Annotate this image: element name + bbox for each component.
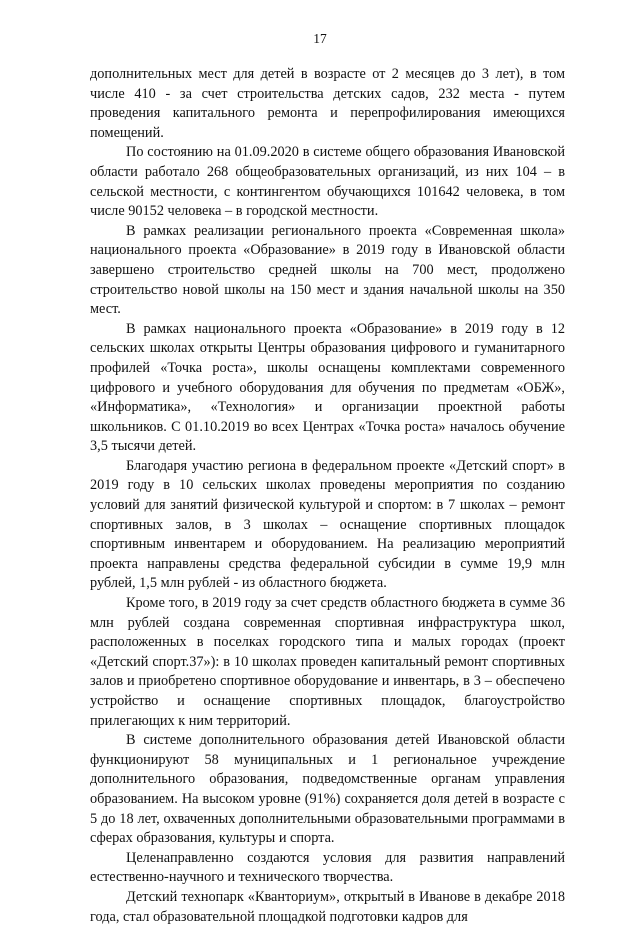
document-body: [90, 65, 565, 927]
paragraph-science-creativity: Целенаправленно создаются условия для развития направлений естественно-научного и технического творчества.: [90, 849, 565, 886]
paragraph-modern-school: В рамках реализации регионального проекта «Современная школа» национального проекта «Образование» в 2019 году в Ивановской области завершено строительство средней школы на 700 мест, продолжено строительство новой школы на 150 мест и здания начальной школы на 350 мест.: [90, 222, 565, 318]
paragraph-children-sport: Благодаря участию региона в федеральном проекте «Детский спорт» в 2019 году в 10 сельских школах проведены мероприятия по созданию условий для занятий физической культурой и спортом: в 7 школах – ремонт спортивных залов, в 3 школах – оснащение спортивных площадок спортивным инвентарем и оборудованием. На реализацию мероприятий проекта направлены средства федеральной субсидии в сумме 19,9 млн рублей, 1,5 млн рублей - из областного бюджета.: [90, 457, 565, 592]
paragraph-continuation: дополнительных мест для детей в возрасте от 2 месяцев до 3 лет), в том числе 410 - за счет строительства детских садов, 232 места - путем проведения капитального ремонта и перепрофилирования имеющихся помещений.: [90, 66, 565, 141]
page-number: 17: [313, 31, 327, 46]
paragraph-schools-count: По состоянию на 01.09.2020 в системе общего образования Ивановской области работало 268 общеобразовательных организаций, из них 104 – в сельской местности, с контингентом обучающихся 101642 человека, в том числе 90152 человека – в городской местности.: [90, 144, 565, 220]
paragraph-tochka-rosta: В рамках национального проекта «Образование» в 2019 году в 12 сельских школах открыты Центры образования цифрового и гуманитарного профилей «Точка роста», школы оснащены комплектами современного цифрового и учебного оборудования для обучения по предметам «ОБЖ», «Информатика», «Технология» и организации проектной работы школьников. С 01.10.2019 во всех Центрах «Точка роста» началось обучение 3,5 тысячи детей.: [90, 320, 565, 455]
paragraph-additional-education: В системе дополнительного образования детей Ивановской области функционируют 58 муниципальных и 1 региональное учреждение дополнительного образования, подведомственные органам управления образованием. На высоком уровне (91%) сохраняется доля детей в возрасте с 5 до 18 лет, охваченных дополнительными образовательными программами в сферах образования, культуры и спорта.: [90, 732, 565, 847]
paragraph-regional-budget: Кроме того, в 2019 году за счет средств областного бюджета в сумме 36 млн рублей создана современная спортивная инфраструктура школ, расположенных в поселках городского типа и малых городах (проект «Детский спорт.37»): в 10 школах проведен капитальный ремонт спортивных залов и приобретено спортивное оборудование и инвентарь, в 3 – обеспечено устройство и оснащение спортивных площадок, благоустройство прилегающих к ним территорий.: [90, 595, 565, 729]
paragraph-kvantorium: Детский технопарк «Кванториум», открытый в Иванове в декабре 2018 года, стал образовательной площадкой подготовки кадров для: [90, 888, 565, 925]
